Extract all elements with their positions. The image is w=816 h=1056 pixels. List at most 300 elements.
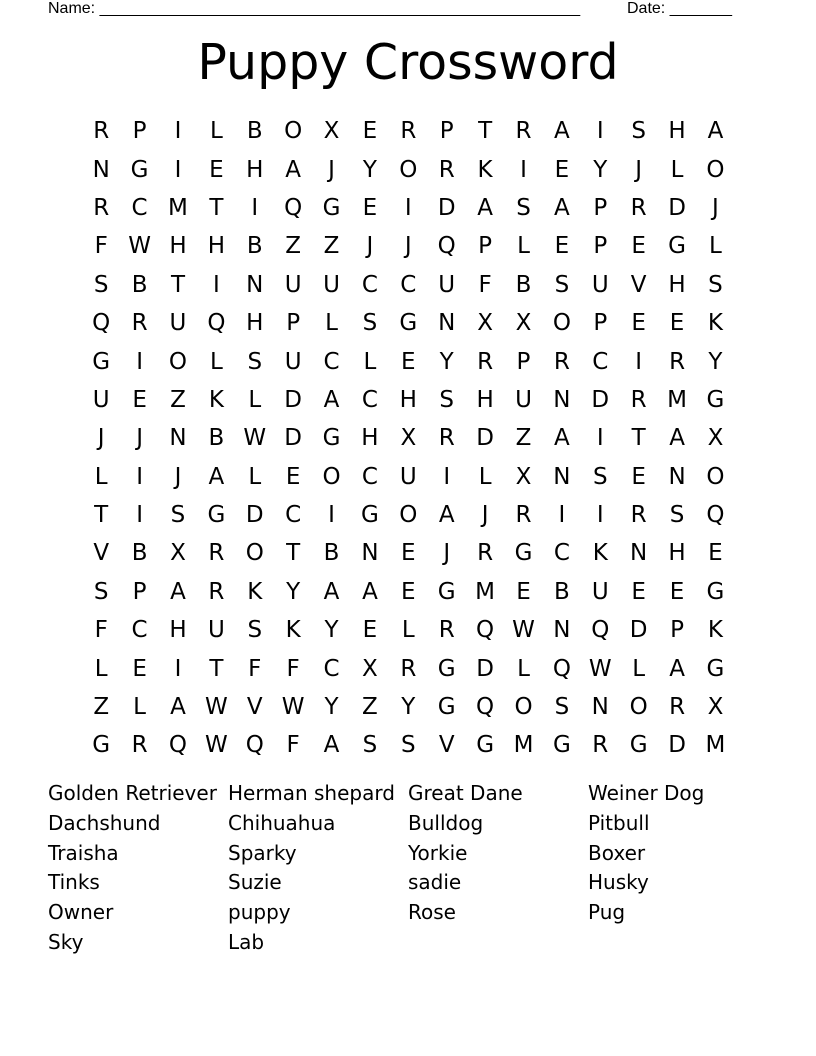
grid-cell[interactable]: G: [514, 540, 533, 567]
grid-cell[interactable]: Y: [439, 348, 454, 375]
grid-cell[interactable]: B: [553, 578, 570, 605]
grid-cell[interactable]: T: [94, 502, 109, 529]
grid-cell[interactable]: H: [668, 540, 686, 567]
grid-cell[interactable]: O: [706, 463, 725, 490]
grid-cell[interactable]: A: [285, 156, 302, 183]
grid-cell[interactable]: E: [362, 617, 378, 644]
grid-cell[interactable]: I: [136, 502, 143, 529]
grid-cell[interactable]: F: [248, 655, 262, 682]
grid-cell[interactable]: O: [514, 694, 533, 721]
grid-cell[interactable]: I: [328, 502, 335, 529]
grid-cell[interactable]: L: [248, 463, 262, 490]
grid-cell[interactable]: Z: [170, 386, 186, 413]
grid-cell[interactable]: E: [516, 578, 531, 605]
grid-cell[interactable]: M: [705, 732, 726, 759]
grid-cell[interactable]: X: [400, 425, 417, 452]
grid-cell[interactable]: S: [247, 348, 263, 375]
grid-cell[interactable]: D: [284, 425, 302, 452]
word-list-item: Tinks: [48, 870, 100, 895]
grid-cell[interactable]: L: [133, 694, 146, 721]
grid-cell[interactable]: B: [246, 118, 263, 145]
grid-cell[interactable]: Q: [552, 655, 571, 682]
grid-cell[interactable]: Q: [706, 502, 725, 529]
grid-cell[interactable]: N: [246, 271, 264, 298]
grid-cell[interactable]: O: [284, 118, 303, 145]
grid-cell[interactable]: R: [630, 194, 647, 221]
grid-cell[interactable]: Q: [476, 617, 495, 644]
grid-cell[interactable]: S: [362, 310, 378, 337]
grid-cell[interactable]: A: [477, 194, 493, 221]
grid-cell[interactable]: R: [438, 617, 455, 644]
grid-cell[interactable]: L: [709, 233, 722, 260]
grid-cell[interactable]: A: [208, 463, 225, 490]
grid-cell[interactable]: Y: [286, 578, 301, 605]
grid-cell[interactable]: D: [668, 732, 686, 759]
grid-cell[interactable]: I: [251, 194, 259, 221]
grid-cell[interactable]: E: [669, 310, 685, 337]
grid-cell[interactable]: Z: [362, 694, 378, 721]
grid-cell[interactable]: S: [170, 502, 186, 529]
grid-cell[interactable]: U: [92, 386, 110, 413]
grid-cell[interactable]: G: [437, 655, 456, 682]
grid-cell[interactable]: B: [515, 271, 532, 298]
grid-cell[interactable]: B: [131, 540, 148, 567]
grid-cell[interactable]: C: [323, 348, 340, 375]
grid-cell[interactable]: Y: [593, 156, 608, 183]
grid-cell[interactable]: G: [399, 310, 418, 337]
grid-cell[interactable]: Q: [591, 617, 610, 644]
grid-cell[interactable]: X: [477, 310, 493, 337]
grid-cell[interactable]: A: [669, 425, 685, 452]
grid-cell[interactable]: S: [93, 578, 109, 605]
grid-cell[interactable]: O: [552, 310, 571, 337]
grid-cell[interactable]: N: [553, 386, 571, 413]
grid-cell[interactable]: I: [443, 463, 451, 490]
grid-cell[interactable]: E: [669, 578, 685, 605]
grid-cell[interactable]: D: [284, 386, 302, 413]
grid-cell[interactable]: I: [596, 502, 604, 529]
grid-cell[interactable]: S: [362, 732, 378, 759]
grid-cell[interactable]: C: [131, 617, 148, 644]
grid-cell[interactable]: K: [247, 578, 263, 605]
grid-cell[interactable]: H: [169, 233, 187, 260]
grid-cell[interactable]: R: [438, 425, 455, 452]
grid-cell[interactable]: Y: [708, 348, 723, 375]
grid-cell[interactable]: M: [168, 194, 188, 221]
grid-cell[interactable]: L: [248, 386, 262, 413]
grid-cell[interactable]: Y: [324, 617, 339, 644]
grid-cell[interactable]: T: [209, 655, 224, 682]
grid-cell[interactable]: C: [400, 271, 417, 298]
grid-cell[interactable]: E: [631, 310, 646, 337]
grid-cell[interactable]: R: [400, 655, 417, 682]
grid-cell[interactable]: D: [668, 194, 686, 221]
grid-cell[interactable]: A: [323, 578, 340, 605]
grid-cell[interactable]: Q: [284, 194, 303, 221]
grid-cell[interactable]: S: [516, 194, 531, 221]
grid-cell[interactable]: P: [132, 578, 147, 605]
grid-cell[interactable]: P: [593, 310, 608, 337]
grid-cell[interactable]: L: [478, 463, 492, 490]
grid-cell[interactable]: N: [630, 540, 648, 567]
grid-cell[interactable]: I: [596, 118, 604, 145]
grid-cell[interactable]: J: [443, 540, 451, 567]
grid-cell[interactable]: I: [136, 348, 143, 375]
grid-cell[interactable]: U: [323, 271, 340, 298]
grid-cell[interactable]: T: [286, 540, 301, 567]
grid-cell[interactable]: L: [209, 348, 223, 375]
grid-cell[interactable]: O: [399, 156, 418, 183]
grid-cell[interactable]: N: [169, 425, 187, 452]
grid-cell[interactable]: R: [515, 502, 532, 529]
grid-cell[interactable]: J: [366, 233, 374, 260]
grid-cell[interactable]: R: [477, 348, 494, 375]
grid-cell[interactable]: E: [132, 386, 147, 413]
grid-cell[interactable]: N: [591, 694, 609, 721]
grid-cell[interactable]: I: [212, 271, 220, 298]
grid-cell[interactable]: S: [439, 386, 455, 413]
grid-cell[interactable]: S: [247, 617, 263, 644]
grid-row: [82, 649, 735, 687]
grid-row: [82, 189, 735, 227]
grid-cell[interactable]: K: [707, 617, 723, 644]
grid-cell[interactable]: R: [553, 348, 570, 375]
grid-cell[interactable]: I: [174, 156, 182, 183]
grid-cell[interactable]: A: [554, 118, 570, 145]
grid-cell[interactable]: O: [245, 540, 264, 567]
grid-row: [82, 573, 735, 611]
grid-cell[interactable]: W: [204, 694, 228, 721]
grid-cell[interactable]: K: [285, 617, 301, 644]
grid-cell[interactable]: U: [438, 271, 456, 298]
grid-cell[interactable]: S: [93, 271, 109, 298]
grid-cell[interactable]: X: [707, 425, 724, 452]
grid-cell[interactable]: R: [669, 694, 686, 721]
grid-cell[interactable]: E: [554, 156, 570, 183]
grid-cell[interactable]: R: [93, 118, 110, 145]
grid-cell[interactable]: H: [476, 386, 494, 413]
grid-cell[interactable]: E: [631, 578, 646, 605]
grid-cell[interactable]: Z: [93, 694, 110, 721]
grid-cell[interactable]: Q: [476, 694, 495, 721]
grid-cell[interactable]: P: [516, 348, 531, 375]
grid-cell[interactable]: M: [475, 578, 496, 605]
grid-cell[interactable]: O: [168, 348, 188, 375]
grid-cell[interactable]: E: [362, 194, 378, 221]
grid-cell[interactable]: L: [209, 118, 223, 145]
grid-cell[interactable]: E: [631, 463, 646, 490]
grid-cell[interactable]: A: [554, 425, 570, 452]
grid-cell[interactable]: R: [131, 732, 148, 759]
grid-cell[interactable]: Q: [437, 233, 456, 260]
grid-cell[interactable]: V: [93, 540, 110, 567]
grid-cell[interactable]: R: [438, 156, 455, 183]
grid-cell[interactable]: G: [207, 502, 226, 529]
grid-cell[interactable]: W: [512, 617, 535, 644]
grid-cell[interactable]: Z: [515, 425, 532, 452]
grid-cell[interactable]: B: [208, 425, 225, 452]
grid-cell[interactable]: A: [170, 578, 186, 605]
grid-cell[interactable]: R: [208, 578, 225, 605]
grid-cell[interactable]: G: [92, 348, 111, 375]
grid-cell[interactable]: H: [207, 233, 226, 260]
grid-cell[interactable]: L: [94, 463, 108, 490]
grid-cell[interactable]: D: [476, 655, 494, 682]
grid-cell[interactable]: S: [554, 694, 570, 721]
grid-cell[interactable]: L: [363, 348, 377, 375]
grid-cell[interactable]: W: [128, 233, 151, 260]
grid-cell[interactable]: K: [707, 310, 723, 337]
grid-cell[interactable]: G: [629, 732, 648, 759]
grid-cell[interactable]: X: [323, 118, 340, 145]
grid-cell[interactable]: S: [631, 118, 646, 145]
grid-cell[interactable]: P: [439, 118, 454, 145]
grid-cell[interactable]: Y: [362, 156, 377, 183]
grid-cell[interactable]: U: [591, 578, 609, 605]
grid-cell[interactable]: D: [591, 386, 610, 413]
grid-cell[interactable]: T: [170, 271, 185, 298]
grid-cell[interactable]: J: [97, 425, 105, 452]
grid-cell[interactable]: D: [437, 194, 456, 221]
grid-cell[interactable]: E: [209, 156, 224, 183]
grid-row: [82, 419, 735, 457]
grid-cell[interactable]: B: [246, 233, 263, 260]
word-list-item: Boxer: [588, 840, 646, 865]
grid-cell[interactable]: E: [401, 348, 416, 375]
grid-cell[interactable]: J: [174, 463, 182, 490]
grid-cell[interactable]: A: [170, 694, 186, 721]
grid-cell[interactable]: U: [207, 617, 225, 644]
grid-cell[interactable]: B: [323, 540, 340, 567]
grid-cell[interactable]: T: [209, 194, 224, 221]
grid-cell[interactable]: G: [437, 578, 456, 605]
grid-cell[interactable]: R: [477, 540, 494, 567]
grid-cell[interactable]: W: [281, 694, 305, 721]
grid-cell[interactable]: G: [92, 732, 111, 759]
grid-cell[interactable]: P: [593, 233, 608, 260]
grid-cell[interactable]: C: [553, 540, 570, 567]
grid-cell[interactable]: I: [404, 194, 412, 221]
grid-cell[interactable]: I: [174, 118, 182, 145]
grid-cell[interactable]: I: [136, 463, 143, 490]
grid-cell[interactable]: P: [593, 194, 608, 221]
grid-cell[interactable]: G: [476, 732, 495, 759]
grid-cell[interactable]: G: [361, 502, 379, 529]
grid-cell[interactable]: P: [478, 233, 493, 260]
grid-cell[interactable]: N: [553, 463, 571, 490]
grid-cell[interactable]: S: [554, 271, 570, 298]
grid-cell[interactable]: X: [362, 655, 378, 682]
grid-cell[interactable]: C: [361, 271, 378, 298]
grid-cell[interactable]: G: [552, 732, 571, 759]
grid-cell[interactable]: R: [669, 348, 686, 375]
grid-cell[interactable]: N: [668, 463, 686, 490]
grid-cell[interactable]: Z: [285, 233, 302, 260]
grid-cell[interactable]: J: [481, 502, 489, 529]
grid-cell[interactable]: P: [670, 617, 684, 644]
grid-cell[interactable]: J: [635, 156, 643, 183]
grid-cell[interactable]: J: [404, 233, 412, 260]
grid-cell[interactable]: A: [323, 732, 340, 759]
grid-cell[interactable]: L: [670, 156, 684, 183]
grid-cell[interactable]: X: [515, 463, 532, 490]
grid-cell[interactable]: U: [399, 463, 417, 490]
grid-cell[interactable]: I: [558, 502, 566, 529]
grid-cell[interactable]: R: [131, 310, 148, 337]
grid-cell[interactable]: S: [592, 463, 608, 490]
grid-cell[interactable]: E: [285, 463, 301, 490]
grid-cell[interactable]: G: [322, 194, 341, 221]
grid-cell[interactable]: L: [517, 655, 530, 682]
grid-cell[interactable]: I: [520, 156, 527, 183]
grid-cell[interactable]: F: [286, 732, 300, 759]
grid-cell[interactable]: I: [174, 655, 182, 682]
grid-cell[interactable]: H: [399, 386, 417, 413]
grid-cell[interactable]: G: [668, 233, 686, 260]
grid-cell[interactable]: H: [668, 118, 686, 145]
grid-cell[interactable]: R: [208, 540, 225, 567]
grid-row: [82, 688, 735, 726]
page-title: Puppy Crossword: [197, 34, 619, 91]
grid-cell[interactable]: G: [437, 694, 456, 721]
grid-cell[interactable]: S: [669, 502, 685, 529]
grid-cell[interactable]: X: [707, 694, 724, 721]
grid-cell[interactable]: M: [667, 386, 687, 413]
grid-cell[interactable]: D: [629, 617, 648, 644]
grid-cell[interactable]: Q: [92, 310, 111, 337]
grid-cell[interactable]: H: [246, 156, 264, 183]
grid-cell[interactable]: F: [94, 617, 108, 644]
grid-cell[interactable]: C: [131, 194, 148, 221]
grid-cell[interactable]: Y: [401, 694, 416, 721]
grid-cell[interactable]: N: [438, 310, 456, 337]
grid-cell[interactable]: C: [285, 502, 302, 529]
grid-cell[interactable]: R: [630, 502, 647, 529]
grid-cell[interactable]: Y: [324, 694, 339, 721]
grid-cell[interactable]: O: [322, 463, 341, 490]
grid-cell[interactable]: C: [361, 386, 378, 413]
grid-cell[interactable]: J: [136, 425, 143, 452]
grid-cell[interactable]: H: [169, 617, 187, 644]
grid-cell[interactable]: E: [631, 233, 646, 260]
grid-cell[interactable]: A: [362, 578, 378, 605]
grid-cell[interactable]: P: [132, 118, 147, 145]
grid-cell[interactable]: E: [401, 540, 416, 567]
grid-cell[interactable]: P: [286, 310, 301, 337]
grid-cell[interactable]: H: [668, 271, 686, 298]
grid-cell[interactable]: E: [362, 118, 378, 145]
grid-cell[interactable]: G: [706, 655, 725, 682]
grid-cell[interactable]: V: [630, 271, 647, 298]
grid-cell[interactable]: C: [592, 348, 609, 375]
grid-cell[interactable]: G: [706, 578, 725, 605]
grid-cell[interactable]: V: [438, 732, 455, 759]
grid-cell[interactable]: G: [322, 425, 341, 452]
grid-cell[interactable]: L: [94, 655, 108, 682]
grid-cell[interactable]: E: [401, 578, 416, 605]
grid-cell[interactable]: A: [669, 655, 685, 682]
grid-cell[interactable]: U: [284, 271, 302, 298]
grid-cell[interactable]: J: [328, 156, 335, 183]
grid-cell[interactable]: K: [208, 386, 224, 413]
grid-cell[interactable]: C: [361, 463, 378, 490]
grid-cell[interactable]: R: [630, 386, 647, 413]
grid-cell[interactable]: Q: [245, 732, 264, 759]
grid-cell[interactable]: Q: [168, 732, 188, 759]
grid-cell[interactable]: V: [246, 694, 263, 721]
grid-cell[interactable]: S: [401, 732, 416, 759]
grid-cell[interactable]: E: [708, 540, 723, 567]
grid-cell[interactable]: I: [596, 425, 604, 452]
grid-cell[interactable]: F: [478, 271, 492, 298]
grid-row: [82, 534, 735, 572]
grid-cell[interactable]: U: [284, 348, 302, 375]
grid-cell[interactable]: Q: [207, 310, 226, 337]
grid-cell[interactable]: Z: [323, 233, 340, 260]
grid-cell[interactable]: A: [707, 118, 724, 145]
grid-cell[interactable]: R: [400, 118, 417, 145]
grid-cell[interactable]: N: [361, 540, 379, 567]
grid-cell[interactable]: W: [588, 655, 612, 682]
grid-cell[interactable]: A: [554, 194, 570, 221]
grid-cell[interactable]: G: [706, 386, 725, 413]
grid-cell[interactable]: R: [93, 194, 110, 221]
grid-cell[interactable]: W: [204, 732, 228, 759]
letter-grid: [82, 112, 735, 765]
grid-cell[interactable]: U: [169, 310, 187, 337]
grid-cell[interactable]: E: [132, 655, 147, 682]
grid-cell[interactable]: D: [245, 502, 264, 529]
grid-cell[interactable]: W: [243, 425, 267, 452]
grid-cell[interactable]: A: [438, 502, 455, 529]
grid-cell[interactable]: X: [515, 310, 532, 337]
grid-cell[interactable]: E: [554, 233, 570, 260]
grid-cell[interactable]: A: [323, 386, 340, 413]
grid-cell[interactable]: U: [591, 271, 609, 298]
grid-cell[interactable]: L: [632, 655, 646, 682]
grid-cell[interactable]: G: [130, 156, 149, 183]
grid-cell[interactable]: U: [515, 386, 532, 413]
grid-cell[interactable]: R: [515, 118, 532, 145]
grid-cell[interactable]: H: [361, 425, 379, 452]
grid-cell[interactable]: F: [94, 233, 108, 260]
grid-cell[interactable]: S: [708, 271, 723, 298]
grid-cell[interactable]: M: [513, 732, 534, 759]
grid-cell[interactable]: X: [170, 540, 186, 567]
grid-cell[interactable]: T: [631, 425, 646, 452]
name-field-label: Name: ______________________________________________________: [48, 0, 581, 17]
grid-cell[interactable]: T: [478, 118, 493, 145]
grid-cell[interactable]: D: [476, 425, 494, 452]
grid-cell[interactable]: F: [286, 655, 300, 682]
grid-cell[interactable]: O: [629, 694, 648, 721]
grid-cell[interactable]: K: [477, 156, 493, 183]
grid-cell[interactable]: L: [325, 310, 338, 337]
grid-cell[interactable]: C: [323, 655, 340, 682]
grid-cell[interactable]: I: [635, 348, 643, 375]
grid-cell[interactable]: K: [592, 540, 608, 567]
grid-cell[interactable]: J: [712, 194, 719, 221]
grid-cell[interactable]: N: [92, 156, 110, 183]
grid-cell[interactable]: O: [399, 502, 418, 529]
grid-cell[interactable]: N: [553, 617, 571, 644]
grid-cell[interactable]: R: [592, 732, 609, 759]
grid-cell[interactable]: B: [131, 271, 148, 298]
grid-cell[interactable]: H: [246, 310, 264, 337]
grid-cell[interactable]: O: [706, 156, 725, 183]
grid-cell[interactable]: L: [401, 617, 415, 644]
grid-cell[interactable]: L: [517, 233, 530, 260]
